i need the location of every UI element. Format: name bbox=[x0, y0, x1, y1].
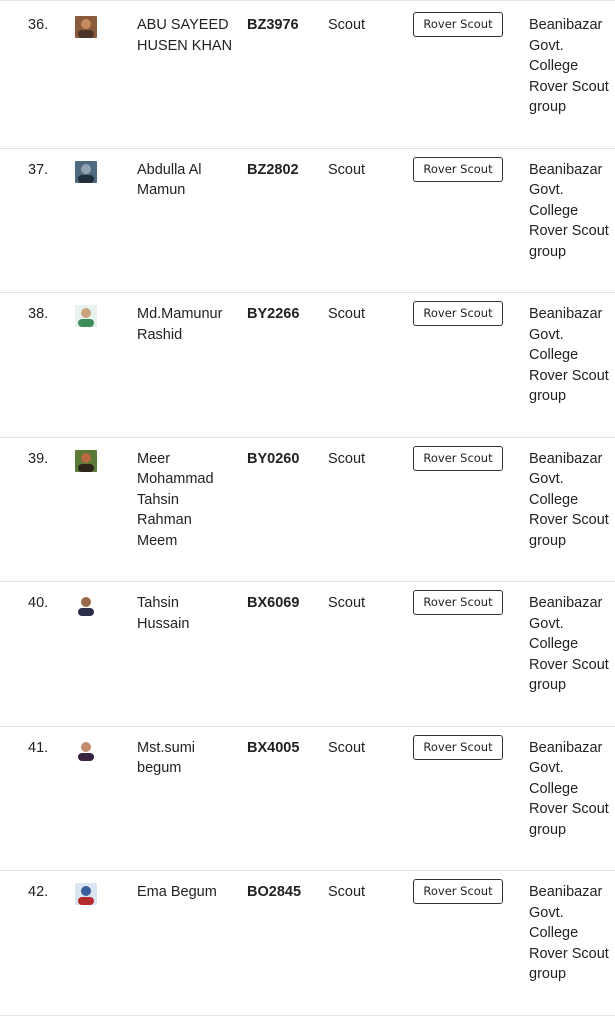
rover-scout-badge[interactable]: Rover Scout bbox=[413, 879, 503, 904]
member-name: Tahsin Hussain bbox=[137, 595, 190, 632]
avatar bbox=[75, 739, 97, 761]
member-code: BY2266 bbox=[247, 306, 300, 322]
member-group: Beanibazar Govt. College Rover Scout group bbox=[529, 306, 609, 404]
member-code: BX4005 bbox=[247, 739, 300, 756]
member-group: Beanibazar Govt. College Rover Scout group bbox=[529, 450, 609, 549]
member-type: Scout bbox=[328, 595, 366, 611]
row-number: 42. bbox=[28, 884, 49, 900]
member-name: Md.Mamunur Rashid bbox=[137, 306, 223, 343]
row-number: 37. bbox=[28, 161, 49, 178]
member-group: Beanibazar Govt. College Rover Scout group bbox=[529, 161, 609, 260]
avatar bbox=[75, 161, 97, 183]
member-code: BX6069 bbox=[247, 595, 300, 611]
row-number: 40. bbox=[28, 595, 49, 611]
row-number: 39. bbox=[28, 450, 49, 467]
member-name: ABU SAYEED HUSEN KHAN bbox=[137, 17, 233, 54]
rover-scout-badge[interactable]: Rover Scout bbox=[413, 157, 503, 182]
table-row bbox=[0, 293, 615, 438]
member-type: Scout bbox=[328, 161, 366, 178]
member-type: Scout bbox=[328, 739, 366, 756]
row-number: 36. bbox=[28, 17, 49, 33]
member-code: BZ3976 bbox=[247, 17, 299, 33]
member-name: Abdulla Al Mamun bbox=[137, 161, 202, 198]
rover-scout-badge[interactable]: Rover Scout bbox=[413, 301, 503, 326]
rover-scout-badge[interactable]: Rover Scout bbox=[413, 590, 503, 615]
row-number: 38. bbox=[28, 306, 49, 322]
member-name: Mst.sumi begum bbox=[137, 739, 195, 776]
table-row bbox=[0, 727, 615, 872]
member-group: Beanibazar Govt. College Rover Scout group bbox=[529, 595, 609, 693]
member-code: BO2845 bbox=[247, 884, 302, 900]
member-code: BY0260 bbox=[247, 450, 300, 467]
member-group: Beanibazar Govt. College Rover Scout group bbox=[529, 884, 609, 982]
table-row bbox=[0, 149, 615, 294]
table-row bbox=[0, 438, 615, 583]
member-type: Scout bbox=[328, 884, 366, 900]
table-row bbox=[0, 582, 615, 727]
avatar bbox=[75, 305, 97, 327]
member-type: Scout bbox=[328, 17, 366, 33]
rover-scout-badge[interactable]: Rover Scout bbox=[413, 446, 503, 471]
avatar bbox=[75, 450, 97, 472]
member-code: BZ2802 bbox=[247, 161, 299, 178]
avatar bbox=[75, 883, 97, 905]
member-group: Beanibazar Govt. College Rover Scout group bbox=[529, 17, 609, 115]
rover-scout-badge[interactable]: Rover Scout bbox=[413, 12, 503, 37]
avatar bbox=[75, 594, 97, 616]
member-name: Ema Begum bbox=[137, 884, 217, 900]
member-group: Beanibazar Govt. College Rover Scout group bbox=[529, 739, 609, 838]
member-type: Scout bbox=[328, 306, 366, 322]
rover-scout-badge[interactable]: Rover Scout bbox=[413, 735, 503, 760]
row-number: 41. bbox=[28, 739, 49, 756]
table-row bbox=[0, 4, 615, 149]
table-row bbox=[0, 871, 615, 1016]
avatar bbox=[75, 16, 97, 38]
member-type: Scout bbox=[328, 450, 366, 467]
member-name: Meer Mohammad Tahsin Rahman Meem bbox=[137, 450, 214, 549]
